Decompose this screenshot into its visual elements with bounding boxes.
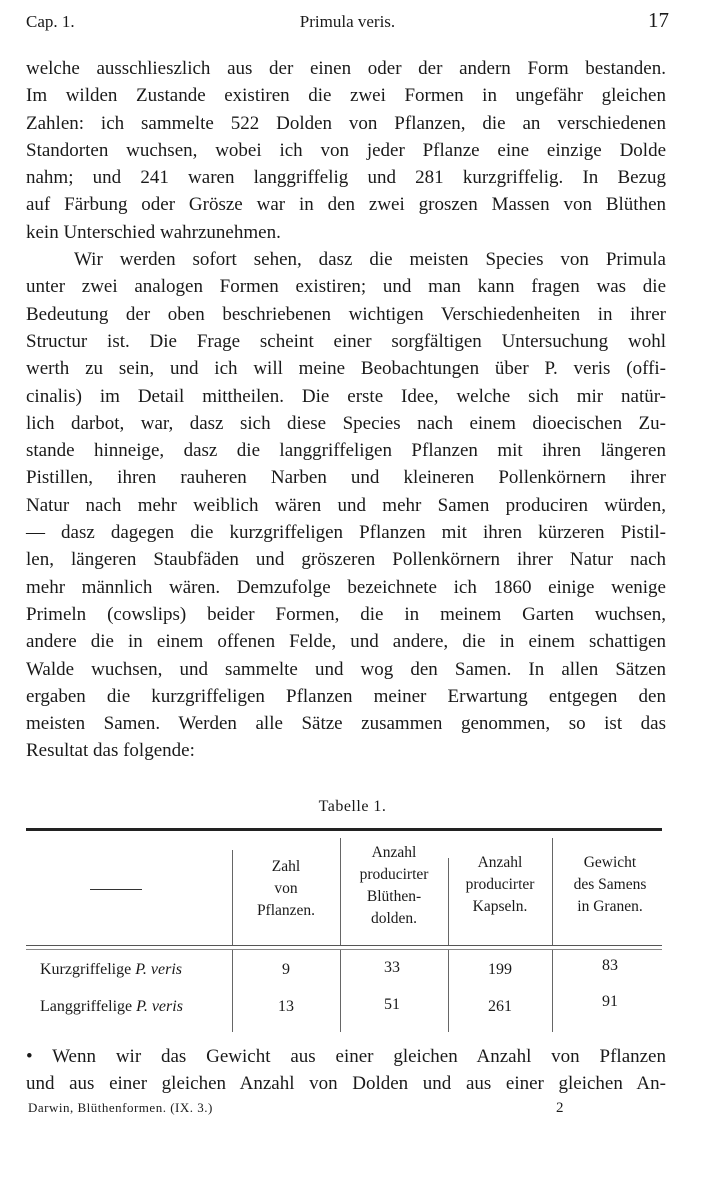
signature-mark: 2 <box>556 1100 564 1116</box>
table-cell: 9 <box>282 961 290 978</box>
body-text <box>26 55 666 765</box>
table-header-rule <box>26 945 662 946</box>
table-row-label <box>40 998 183 1016</box>
text-line: nahm; und 241 waren langgriffelig und 281 kurzgriffelig. In Bezug <box>26 167 666 189</box>
text-line: cinalis) im Detail mittheilen. Die erste Idee, welche sich mir natür- <box>26 385 666 407</box>
column-header: Gewicht des Samens in Granen. <box>573 854 647 915</box>
table-cell: 261 <box>488 998 512 1015</box>
row-label-species: P. veris <box>136 998 183 1015</box>
column-divider <box>448 950 449 1032</box>
text-line: Natur nach mehr weiblich wären und mehr Samen produciren würden, <box>26 494 666 516</box>
text-line: Standorten wuchsen, wobei ich von jeder Pflanze eine einzige Dolde <box>26 139 666 161</box>
table-cell: 13 <box>278 998 294 1015</box>
row-label-prefix: Langgriffelige <box>40 998 133 1015</box>
column-divider <box>340 838 341 945</box>
text-line: Walde wuchsen, und sammelte und wog den Samen. In allen Sätzen <box>26 658 666 680</box>
page-footer <box>28 1100 665 1116</box>
column-header: Zahl von Pflanzen. <box>256 858 316 919</box>
text-line: welche ausschlieszlich aus der einen oder der andern Form bestanden. <box>26 58 666 79</box>
running-title: Primula veris. <box>299 12 396 31</box>
row-label-prefix: Kurzgriffelige <box>40 961 132 978</box>
text-line: meisten Samen. Werden alle Sätze zusammen genommen, so ist das <box>26 713 666 735</box>
text-line: lich darbot, war, dasz sich diese Species nach einem dioecischen Zu- <box>26 412 666 434</box>
chapter-label: Cap. 1. <box>26 12 75 31</box>
text-line: andere die in einem offenen Felde, und andere, die in einem schattigen <box>26 631 666 653</box>
text-line: Resultat das folgende: <box>26 740 195 762</box>
table-caption: Tabelle 1. <box>318 798 387 815</box>
text-line: — dasz dagegen die kurzgriffeligen Pflanzen mit ihren kürzeren Pistil- <box>26 522 666 544</box>
column-header: Anzahl producirter Blüthen- dolden. <box>359 844 429 927</box>
page-number: 17 <box>648 8 669 32</box>
table-cell: 199 <box>488 961 512 978</box>
row-label-species: P. veris <box>135 961 183 978</box>
column-header: Anzahl producirter Kapseln. <box>465 854 535 915</box>
text-line: • Wenn wir das Gewicht aus einer gleichen Anzahl von Pflanzen <box>26 1046 666 1067</box>
table-cell: 51 <box>384 996 400 1013</box>
text-line: stande hinneige, dasz die langgriffeligen Pflanzen mit ihren längeren <box>26 440 666 462</box>
table-row-label <box>40 961 182 979</box>
footer-source: Darwin, Blüthenformen. (IX. 3.) <box>28 1100 213 1115</box>
text-line: ergaben die kurzgriffeligen Pflanzen meiner Erwartung entgegen den <box>26 685 666 707</box>
column-divider <box>340 950 341 1032</box>
column-divider <box>552 950 553 1032</box>
column-divider <box>552 838 553 945</box>
text-line: mehr männlich wären. Demzufolge bezeichnete ich 1860 einige wenige <box>26 576 666 598</box>
table-cell: 33 <box>384 959 400 976</box>
table-top-rule <box>26 828 662 831</box>
column-divider <box>232 950 233 1032</box>
text-line: Structur ist. Die Frage scheint einer sorgfältigen Untersuchung wohl <box>26 330 666 352</box>
table-header-rule <box>26 949 662 950</box>
text-line: auf Färbung oder Grösze war in den zwei groszen Massen von Blüthen <box>26 194 666 216</box>
text-line: unter zwei analogen Formen existiren; und man kann fragen was die <box>26 276 666 298</box>
column-divider <box>448 858 449 945</box>
stub-dash <box>90 889 142 890</box>
text-line: Bedeutung der oben beschriebenen wichtigen Verschiedenheiten in ihrer <box>26 303 666 325</box>
text-line: und aus einer gleichen Anzahl von Dolden und aus einer gleichen An- <box>26 1073 666 1095</box>
text-line: Primeln (cowslips) beider Formen, die in meinem Garten wuchsen, <box>26 603 666 625</box>
text-line: Wir werden sofort sehen, dasz die meisten Species von Primula <box>74 249 666 271</box>
text-line: werth zu sein, und ich will meine Beobachtungen über P. veris (offi- <box>26 358 666 380</box>
table-cell: 83 <box>602 957 618 974</box>
text-line: Pistillen, ihren rauheren Narben und kleineren Pollenkörnern ihrer <box>26 467 666 489</box>
continuation-text <box>26 1043 666 1098</box>
text-line: Zahlen: ich sammelte 522 Dolden von Pflanzen, die an verschiedenen <box>26 112 666 134</box>
page-header <box>26 8 669 38</box>
column-divider <box>232 850 233 945</box>
text-line: Im wilden Zustande existiren die zwei Formen in ungefähr gleichen <box>26 85 666 107</box>
table-cell: 91 <box>602 993 618 1010</box>
text-line: len, längeren Staubfäden und gröszeren Pollenkörnern ihrer Natur nach <box>26 549 666 571</box>
text-line: kein Unterschied wahrzunehmen. <box>26 221 281 243</box>
